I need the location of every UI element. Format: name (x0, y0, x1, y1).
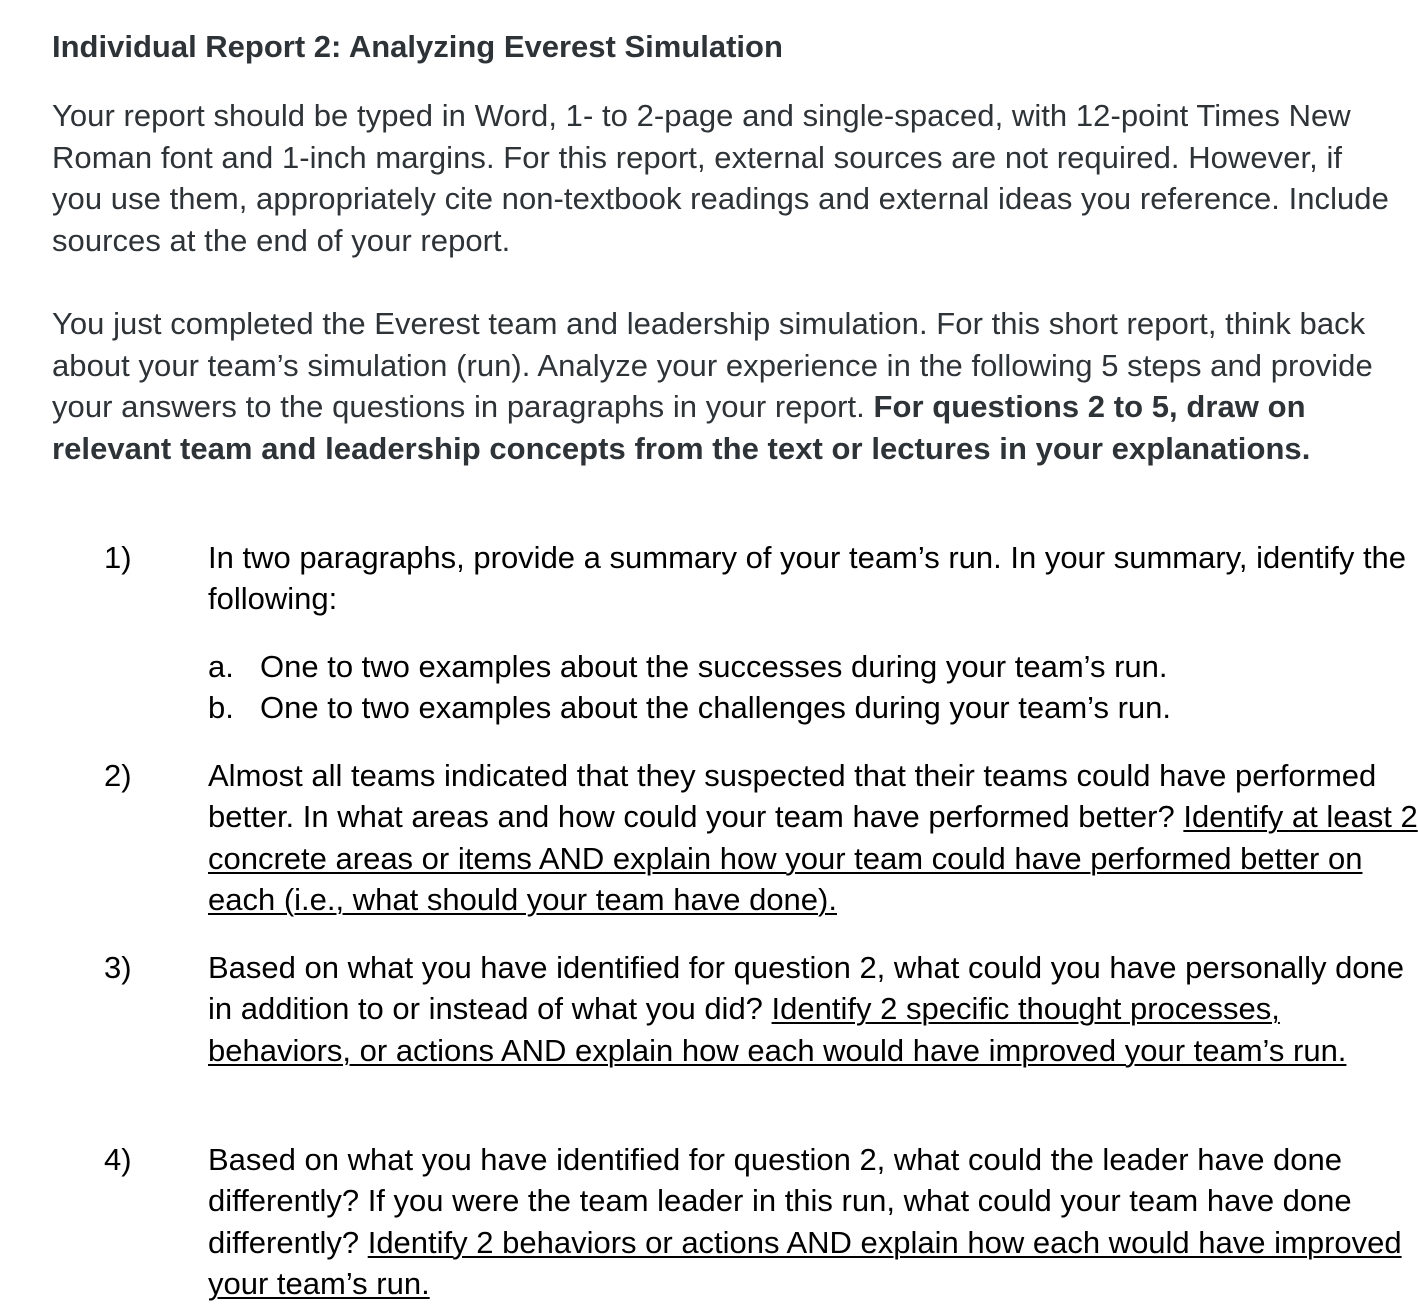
question-underlined-text: Identify 2 behaviors or actions AND explain how each would have improved your team’s run. (208, 1224, 1402, 1301)
question-text: Based on what you have identified for question 2, what could you have personally done in addition to or instead of what you did? (208, 950, 1405, 1027)
sub-item-letter: a. (208, 649, 234, 684)
question-body (208, 947, 1418, 1071)
question-number: 3) (104, 950, 132, 985)
context-text: You just completed the Everest team and leadership simulation. For this short report, think back about your team’s simulation (run). Analyze your experience in the following 5 steps and provide your answers to the questions in paragraphs in your report. (52, 306, 1373, 425)
report-title: Individual Report 2: Analyzing Everest Simulation (52, 29, 783, 64)
question-text: In two paragraphs, provide a summary of your team’s run. In your summary, identify the following: (208, 540, 1407, 617)
question-number: 1) (104, 540, 132, 575)
intro-paragraph: Your report should be typed in Word, 1- to 2-page and single-spaced, with 12-point Times New Roman font and 1-inch margins. For this report, external sources are not required. However, if you use them, appropriately cite non-textbook readings and external ideas you reference. Include sources at the end of your report. (52, 98, 1389, 258)
question-number: 2) (104, 758, 132, 793)
context-paragraph (52, 303, 1397, 469)
question-text: Based on what you have identified for question 2, what could the leader have done differently? If you were the team leader in this run, what could your team have done differently? (208, 1142, 1352, 1260)
sub-item-letter: b. (208, 690, 234, 725)
question-body (208, 1139, 1418, 1304)
question-body (208, 755, 1418, 920)
sub-item-text: One to two examples about the challenges during your team’s run. (260, 690, 1172, 725)
context-bold-text: For questions 2 to 5, draw on relevant team and leadership concepts from the text or lectures in your explanations. (52, 389, 1311, 466)
question-underlined-text: Identify at least 2 concrete areas or items AND explain how your team could have performed better on each (i.e., what should your team have done). (208, 799, 1418, 917)
question-number: 4) (104, 1142, 132, 1177)
question-underlined-text: Identify 2 specific thought processes, behaviors, or actions AND explain how each would have improved your team’s run. (208, 991, 1347, 1068)
question-text: Almost all teams indicated that they suspected that their teams could have performed better. In what areas and how could your team have performed better? (208, 758, 1377, 835)
sub-item-text: One to two examples about the successes during your team’s run. (260, 649, 1168, 684)
